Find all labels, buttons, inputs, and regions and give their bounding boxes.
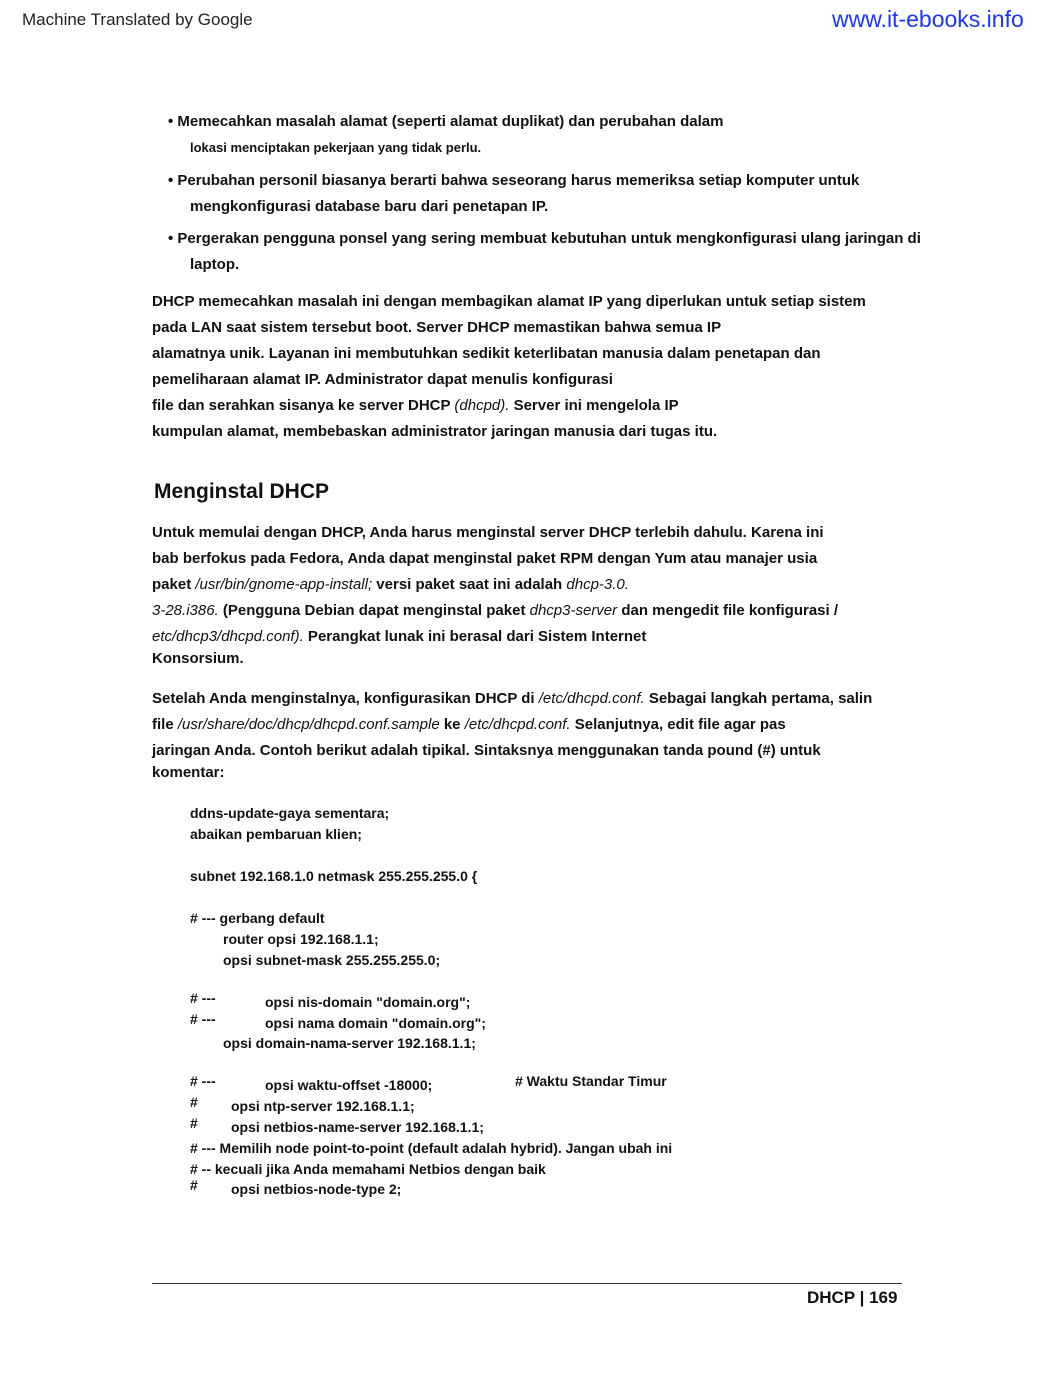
para1-line-2: pada LAN saat sistem tersebut boot. Server DHCP memastikan bahwa semua IP [152, 319, 722, 336]
code-line-8-text: opsi nama domain "domain.org"; [265, 1015, 486, 1031]
bullet-2-line-1: • Perubahan personil biasanya berarti bahwa seseorang harus memeriksa setiap komputer untuk [168, 172, 860, 189]
para2-line-6: Konsorsium. [152, 650, 244, 667]
para1-line-5: file dan serahkan sisanya ke server DHCP (dhcpd). Server ini mengelola IP [152, 397, 679, 414]
code-line-4: # --- gerbang default [190, 910, 325, 926]
code-line-7-comment: # --- [190, 990, 216, 1006]
para2-line-5: etc/dhcp3/dhcpd.conf). Perangkat lunak ini berasal dari Sistem Internet [152, 628, 647, 645]
code-line-10-trailing-comment: # Waktu Standar Timur [515, 1073, 667, 1089]
code-line-15-text: opsi netbios-node-type 2; [231, 1181, 402, 1197]
code-line-9: opsi domain-nama-server 192.168.1.1; [223, 1035, 476, 1051]
bullet-2-line-2: mengkonfigurasi database baru dari penetapan IP. [190, 198, 549, 215]
para3-line-2: file /usr/share/doc/dhcp/dhcpd.conf.sample ke /etc/dhcpd.conf. Selanjutnya, edit file agar pas [152, 716, 786, 733]
para1-line-1: DHCP memecahkan masalah ini dengan membagikan alamat IP yang diperlukan untuk setiap sistem [152, 293, 866, 310]
code-line-7-text: opsi nis-domain "domain.org"; [265, 994, 471, 1010]
para3-line-3: jaringan Anda. Contoh berikut adalah tipikal. Sintaksnya menggunakan tanda pound (#) untuk [152, 742, 821, 759]
footer-rule [152, 1283, 902, 1284]
bullet-3-line-1: • Pergerakan pengguna ponsel yang sering membuat kebutuhan untuk mengkonfigurasi ulang jaringan di [168, 230, 921, 247]
bullet-3-line-2: laptop. [190, 256, 240, 273]
para1-line-4: pemeliharaan alamat IP. Administrator dapat menulis konfigurasi [152, 371, 613, 388]
code-line-11-comment: # [190, 1094, 198, 1110]
code-line-13: # --- Memilih node point-to-point (default adalah hybrid). Jangan ubah ini [190, 1140, 673, 1156]
code-line-3: subnet 192.168.1.0 netmask 255.255.255.0 { [190, 868, 478, 884]
code-line-14: # -- kecuali jika Anda memahami Netbios dengan baik [190, 1161, 546, 1177]
source-link[interactable]: www.it-ebooks.info [832, 6, 1024, 32]
code-line-12-text: opsi netbios-name-server 192.168.1.1; [231, 1119, 484, 1135]
para1-line-3: alamatnya unik. Layanan ini membutuhkan sedikit keterlibatan manusia dalam penetapan dan [152, 345, 821, 362]
code-line-8-comment: # --- [190, 1011, 216, 1027]
para3-line-4: komentar: [152, 764, 225, 781]
bullet-1-line-1: • Memecahkan masalah alamat (seperti alamat duplikat) dan perubahan dalam [168, 113, 724, 130]
page-footer: DHCP | 169 [807, 1288, 898, 1307]
bullet-1-line-2: lokasi menciptakan pekerjaan yang tidak perlu. [190, 140, 482, 155]
code-line-6: opsi subnet-mask 255.255.255.0; [223, 952, 441, 968]
para2-line-3: paket /usr/bin/gnome-app-install; versi paket saat ini adalah dhcp-3.0. [152, 576, 629, 593]
para2-line-4: 3-28.i386. (Pengguna Debian dapat menginstal paket dhcp3-server dan mengedit file konfigurasi / [152, 602, 839, 619]
para1-line-6: kumpulan alamat, membebaskan administrator jaringan manusia dari tugas itu. [152, 423, 718, 440]
para3-line-1: Setelah Anda menginstalnya, konfigurasikan DHCP di /etc/dhcpd.conf. Sebagai langkah pertama, salin [152, 690, 873, 707]
code-line-11-text: opsi ntp-server 192.168.1.1; [231, 1098, 415, 1114]
code-line-15-comment: # [190, 1177, 198, 1193]
code-line-5: router opsi 192.168.1.1; [223, 931, 379, 947]
machine-translated-label: Machine Translated by Google [22, 10, 253, 29]
code-line-12-comment: # [190, 1115, 198, 1131]
code-line-2: abaikan pembaruan klien; [190, 826, 362, 842]
section-title: Menginstal DHCP [154, 480, 330, 503]
code-line-1: ddns-update-gaya sementara; [190, 805, 390, 821]
code-line-10-text: opsi waktu-offset -18000; [265, 1077, 433, 1093]
code-line-10-comment: # --- [190, 1073, 216, 1089]
para2-line-2: bab berfokus pada Fedora, Anda dapat menginstal paket RPM dengan Yum atau manajer usia [152, 550, 818, 567]
para2-line-1: Untuk memulai dengan DHCP, Anda harus menginstal server DHCP terlebih dahulu. Karena ini [152, 524, 824, 541]
